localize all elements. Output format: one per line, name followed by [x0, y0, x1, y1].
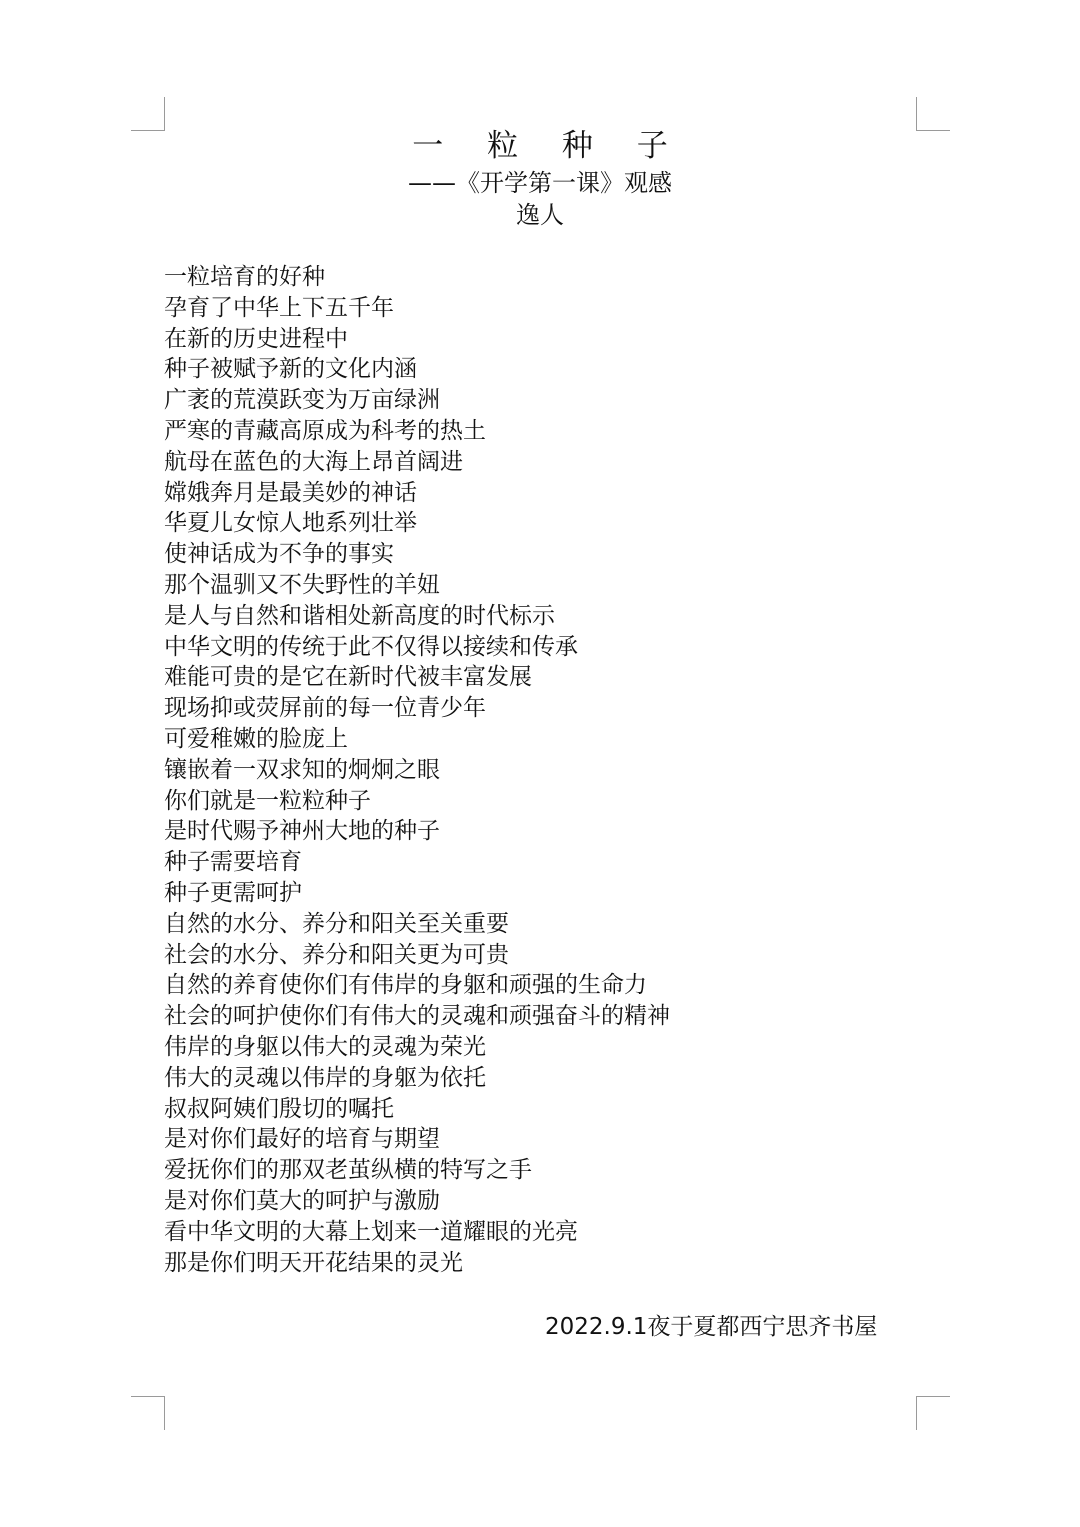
- poem-line: 叔叔阿姨们殷切的嘱托: [164, 1095, 394, 1122]
- poem-line: 广袤的荒漠跃变为万亩绿洲: [164, 387, 440, 414]
- poem-line: 难能可贵的是它在新时代被丰富发展: [164, 664, 532, 691]
- poem-line: 是时代赐予神州大地的种子: [164, 818, 440, 845]
- poem-line: 社会的呵护使你们有伟大的灵魂和顽强奋斗的精神: [164, 1003, 670, 1030]
- poem-author: 逸人: [516, 201, 564, 229]
- poem-line: 航母在蓝色的大海上昂首阔进: [164, 448, 463, 475]
- poem-line: 那是你们明天开花结果的灵光: [164, 1249, 463, 1276]
- poem-subtitle: ——《开学第一课》观感: [408, 169, 672, 197]
- poem-line: 种子需要培育: [164, 849, 302, 876]
- poem-line: 自然的水分、养分和阳关至关重要: [164, 910, 509, 937]
- crop-mark-bottom-left: [131, 1396, 165, 1430]
- poem-line: 在新的历史进程中: [164, 325, 348, 352]
- poem-line: 爱抚你们的那双老茧纵横的特写之手: [164, 1157, 532, 1184]
- poem-line: 是人与自然和谐相处新高度的时代标示: [164, 602, 555, 629]
- poem-line: 孕育了中华上下五千年: [164, 294, 394, 321]
- poem-line: 种子被赋予新的文化内涵: [164, 356, 417, 383]
- poem-line: 可爱稚嫩的脸庞上: [164, 725, 348, 752]
- poem-line: 伟大的灵魂以伟岸的身躯为依托: [164, 1064, 486, 1091]
- crop-mark-bottom-right: [916, 1396, 950, 1430]
- poem-line: 严寒的青藏高原成为科考的热土: [164, 417, 486, 444]
- poem-line: 种子更需呵护: [164, 879, 302, 906]
- poem-line: 使神话成为不争的事实: [164, 541, 394, 568]
- poem-line: 嫦娥奔月是最美妙的神话: [164, 479, 417, 506]
- poem-signature: 2022.9.1夜于夏都西宁思齐书屋: [545, 1314, 878, 1340]
- poem-line: 中华文明的传统于此不仅得以接续和传承: [164, 633, 578, 660]
- poem-line: 一粒培育的好种: [164, 264, 325, 290]
- poem-line: 社会的水分、养分和阳关更为可贵: [164, 941, 509, 968]
- poem-line: 那个温驯又不失野性的羊妞: [164, 571, 440, 598]
- poem-line: 是对你们莫大的呵护与激励: [164, 1187, 440, 1214]
- poem-line: 伟岸的身躯以伟大的灵魂为荣光: [164, 1033, 486, 1060]
- poem-title: 一 粒 种 子: [412, 128, 685, 164]
- poem-line: 镶嵌着一双求知的炯炯之眼: [164, 756, 440, 783]
- poem-body: [164, 262, 670, 1278]
- poem-line: 是对你们最好的培育与期望: [164, 1126, 440, 1153]
- poem-line: 现场抑或荧屏前的每一位青少年: [164, 695, 486, 722]
- poem-line: 你们就是一粒粒种子: [164, 787, 371, 814]
- poem-line: 华夏儿女惊人地系列壮举: [164, 510, 417, 537]
- poem-line: 看中华文明的大幕上划来一道耀眼的光亮: [164, 1218, 578, 1245]
- poem-line: 自然的养育使你们有伟岸的身躯和顽强的生命力: [164, 972, 647, 999]
